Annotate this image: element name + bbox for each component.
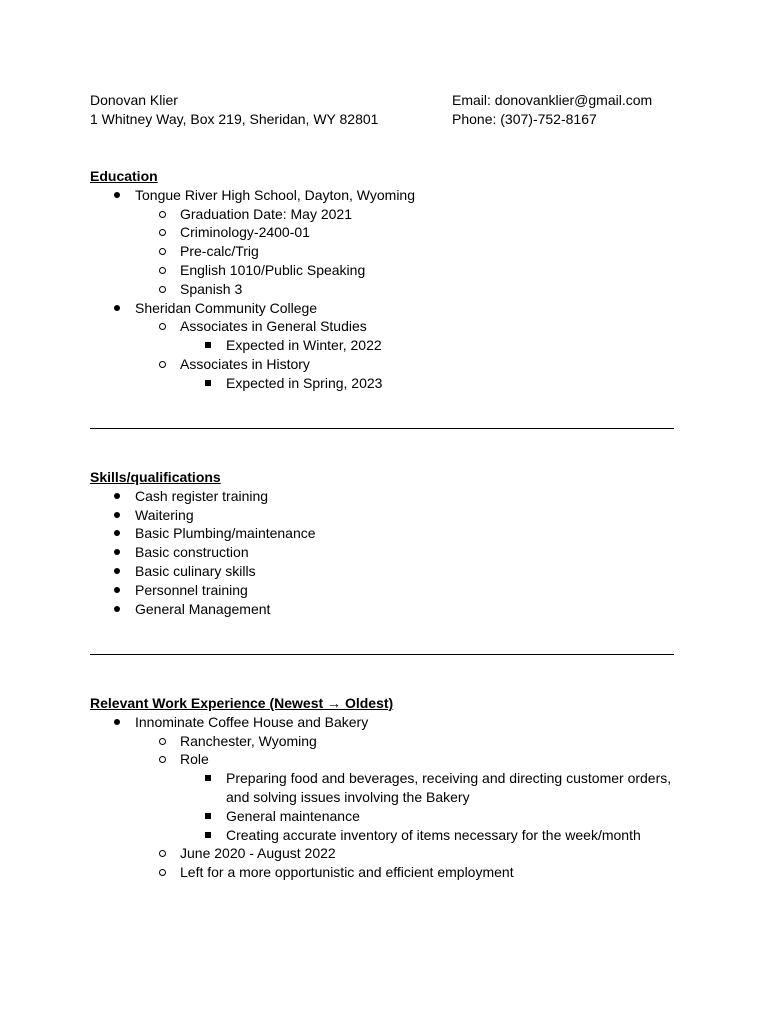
circle-bullet-icon — [156, 355, 168, 368]
list-item — [90, 299, 680, 318]
list-item — [90, 186, 680, 205]
experience-list — [90, 713, 680, 882]
list-item-text: Graduation Date: May 2021 — [180, 205, 352, 222]
circle-bullet-icon — [156, 844, 168, 857]
disc-bullet-icon — [111, 487, 123, 499]
contact-right — [452, 91, 652, 129]
circle-bullet-icon — [156, 261, 168, 274]
education-list — [90, 186, 680, 393]
experience-section — [90, 694, 680, 882]
list-item-text: Basic culinary skills — [135, 562, 256, 579]
disc-bullet-icon — [111, 524, 123, 536]
square-bullet-icon — [202, 769, 214, 781]
list-item — [90, 242, 680, 261]
list-item — [90, 524, 680, 543]
applicant-phone: Phone: (307)-752-8167 — [452, 110, 597, 127]
list-item-text: General maintenance — [226, 807, 360, 824]
list-item — [90, 317, 680, 336]
square-bullet-icon — [202, 336, 214, 348]
section-divider — [90, 428, 674, 429]
square-bullet-icon — [202, 374, 214, 386]
list-item — [90, 863, 680, 882]
list-item-text: Expected in Spring, 2023 — [226, 374, 383, 391]
list-item-text: Personnel training — [135, 581, 248, 598]
circle-bullet-icon — [156, 317, 168, 330]
list-item — [90, 732, 680, 751]
skills-list — [90, 487, 680, 619]
disc-bullet-icon — [111, 562, 123, 574]
list-item — [90, 826, 680, 845]
list-item — [90, 543, 680, 562]
circle-bullet-icon — [156, 732, 168, 745]
list-item — [90, 506, 680, 525]
list-item-text: Creating accurate inventory of items necessary for the week/month — [226, 826, 641, 843]
list-item-text: Innominate Coffee House and Bakery — [135, 713, 369, 730]
list-item-text: Associates in History — [180, 355, 310, 372]
circle-bullet-icon — [156, 242, 168, 255]
list-item — [90, 261, 680, 280]
list-item-text: Preparing food and beverages, receiving and directing customer orders, and solving issues involving the Bakery — [226, 770, 672, 805]
disc-bullet-icon — [111, 186, 123, 198]
disc-bullet-icon — [111, 600, 123, 612]
list-item-text: Expected in Winter, 2022 — [226, 337, 382, 354]
square-bullet-icon — [202, 826, 214, 838]
list-item — [90, 713, 680, 732]
section-divider — [90, 654, 674, 655]
circle-bullet-icon — [156, 750, 168, 763]
circle-bullet-icon — [156, 205, 168, 218]
list-item — [90, 581, 680, 600]
applicant-name: Donovan Klier — [90, 92, 178, 108]
applicant-address: 1 Whitney Way, Box 219, Sheridan, WY 82801 — [90, 110, 379, 127]
list-item-text: Associates in General Studies — [180, 318, 367, 335]
list-item-text: Basic Plumbing/maintenance — [135, 525, 316, 542]
list-item-text: General Management — [135, 600, 271, 617]
square-bullet-icon — [202, 807, 214, 819]
disc-bullet-icon — [111, 299, 123, 311]
list-item-text: Cash register training — [135, 487, 269, 504]
disc-bullet-icon — [111, 506, 123, 518]
circle-bullet-icon — [156, 223, 168, 236]
list-item — [90, 562, 680, 581]
list-item — [90, 844, 680, 863]
circle-bullet-icon — [156, 280, 168, 293]
disc-bullet-icon — [111, 543, 123, 555]
applicant-email: Email: donovanklier@gmail.com — [452, 92, 653, 108]
list-item — [90, 223, 680, 242]
list-item — [90, 750, 680, 769]
list-item — [90, 807, 680, 826]
disc-bullet-icon — [111, 581, 123, 593]
list-item-text: Ranchester, Wyoming — [180, 732, 317, 749]
circle-bullet-icon — [156, 863, 168, 876]
list-item-text: Sheridan Community College — [135, 299, 318, 316]
list-item — [90, 336, 680, 355]
list-item-text: June 2020 - August 2022 — [180, 845, 336, 862]
disc-bullet-icon — [111, 713, 123, 725]
list-item — [90, 600, 680, 619]
skills-section — [90, 468, 680, 618]
list-item — [90, 280, 680, 299]
skills-heading: Skills/qualifications — [90, 469, 221, 485]
list-item-text: English 1010/Public Speaking — [180, 261, 366, 278]
list-item-text: Spanish 3 — [180, 280, 243, 297]
list-item-text: Waitering — [135, 506, 194, 523]
list-item-text: Basic construction — [135, 544, 249, 561]
experience-heading: Relevant Work Experience (Newest → Oldest) — [90, 695, 394, 711]
list-item-text: Role — [180, 751, 209, 768]
list-item-text: Left for a more opportunistic and efficient employment — [180, 864, 514, 881]
list-item-text: Criminology-2400-01 — [180, 224, 310, 241]
list-item — [90, 487, 680, 506]
list-item — [90, 374, 680, 393]
education-heading: Education — [90, 168, 158, 184]
list-item — [90, 769, 680, 807]
list-item-text: Tongue River High School, Dayton, Wyoming — [135, 186, 416, 203]
education-section — [90, 167, 680, 393]
list-item-text: Pre-calc/Trig — [180, 243, 259, 260]
list-item — [90, 355, 680, 374]
list-item — [90, 205, 680, 224]
